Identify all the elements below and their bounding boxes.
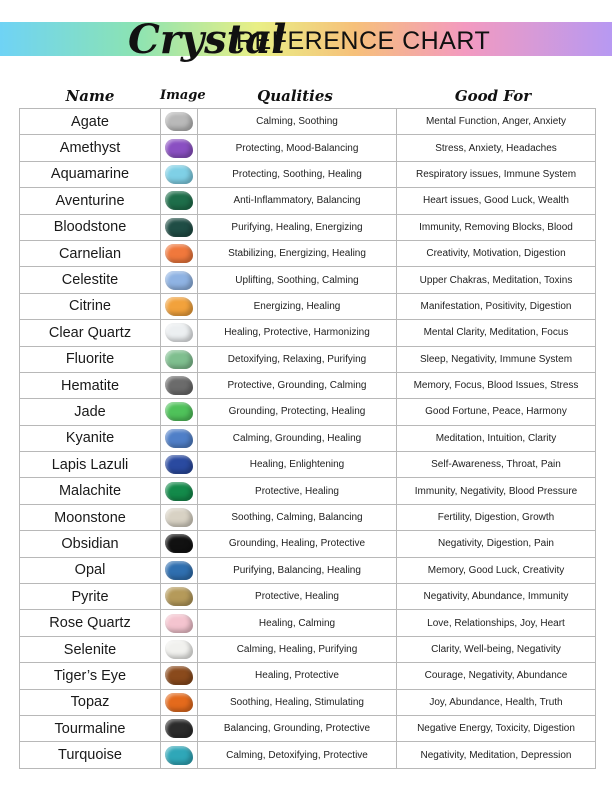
- crystal-name: Selenite: [20, 636, 161, 662]
- table-row: [20, 320, 596, 346]
- crystal-name: Turquoise: [20, 742, 161, 768]
- crystal-name: Lapis Lazuli: [20, 452, 161, 478]
- crystal-name: Bloodstone: [20, 214, 161, 240]
- crystal-good-for: Joy, Abundance, Health, Truth: [397, 689, 596, 715]
- crystal-qualities: Grounding, Protecting, Healing: [198, 399, 397, 425]
- title-script: Crystal: [128, 16, 287, 63]
- crystal-image-cell: [161, 320, 198, 346]
- crystal-name: Hematite: [20, 372, 161, 398]
- crystal-good-for: Clarity, Well-being, Negativity: [397, 636, 596, 662]
- table-row: [20, 715, 596, 741]
- crystal-qualities: Uplifting, Soothing, Calming: [198, 267, 397, 293]
- crystal-qualities: Healing, Protective: [198, 663, 397, 689]
- crystal-good-for: Memory, Focus, Blood Issues, Stress: [397, 372, 596, 398]
- table-row: [20, 452, 596, 478]
- crystal-qualities: Soothing, Calming, Balancing: [198, 504, 397, 530]
- crystal-qualities: Soothing, Healing, Stimulating: [198, 689, 397, 715]
- crystal-image-cell: [161, 267, 198, 293]
- crystal-name: Rose Quartz: [20, 610, 161, 636]
- crystal-qualities: Balancing, Grounding, Protective: [198, 715, 397, 741]
- crystal-image-cell: [161, 636, 198, 662]
- crystal-good-for: Stress, Anxiety, Headaches: [397, 135, 596, 161]
- crystal-name: Tiger’s Eye: [20, 663, 161, 689]
- crystal-stone-icon: [165, 508, 193, 527]
- crystal-image-cell: [161, 425, 198, 451]
- crystal-good-for: Meditation, Intuition, Clarity: [397, 425, 596, 451]
- crystal-image-cell: [161, 742, 198, 768]
- crystal-good-for: Respiratory issues, Immune System: [397, 161, 596, 187]
- crystal-table: [19, 108, 596, 769]
- crystal-name: Celestite: [20, 267, 161, 293]
- table-row: [20, 610, 596, 636]
- crystal-image-cell: [161, 663, 198, 689]
- crystal-good-for: Negativity, Abundance, Immunity: [397, 584, 596, 610]
- table-row: [20, 346, 596, 372]
- table-row: [20, 478, 596, 504]
- crystal-stone-icon: [165, 218, 193, 237]
- crystal-stone-icon: [165, 244, 193, 263]
- crystal-good-for: Negativity, Meditation, Depression: [397, 742, 596, 768]
- crystal-good-for: Upper Chakras, Meditation, Toxins: [397, 267, 596, 293]
- crystal-good-for: Self-Awareness, Throat, Pain: [397, 452, 596, 478]
- table-row: [20, 557, 596, 583]
- crystal-name: Agate: [20, 109, 161, 135]
- crystal-qualities: Detoxifying, Relaxing, Purifying: [198, 346, 397, 372]
- crystal-name: Carnelian: [20, 240, 161, 266]
- crystal-image-cell: [161, 240, 198, 266]
- crystal-stone-icon: [165, 191, 193, 210]
- crystal-image-cell: [161, 346, 198, 372]
- crystal-good-for: Immunity, Negativity, Blood Pressure: [397, 478, 596, 504]
- crystal-stone-icon: [165, 587, 193, 606]
- crystal-image-cell: [161, 584, 198, 610]
- crystal-good-for: Mental Clarity, Meditation, Focus: [397, 320, 596, 346]
- crystal-image-cell: [161, 188, 198, 214]
- crystal-qualities: Healing, Enlightening: [198, 452, 397, 478]
- crystal-image-cell: [161, 478, 198, 504]
- crystal-good-for: Good Fortune, Peace, Harmony: [397, 399, 596, 425]
- crystal-qualities: Healing, Calming: [198, 610, 397, 636]
- crystal-good-for: Fertility, Digestion, Growth: [397, 504, 596, 530]
- crystal-qualities: Calming, Grounding, Healing: [198, 425, 397, 451]
- crystal-image-cell: [161, 161, 198, 187]
- crystal-image-cell: [161, 504, 198, 530]
- crystal-qualities: Protective, Healing: [198, 584, 397, 610]
- table-row: [20, 399, 596, 425]
- table-row: [20, 636, 596, 662]
- crystal-stone-icon: [165, 297, 193, 316]
- crystal-image-cell: [161, 372, 198, 398]
- table-row: [20, 689, 596, 715]
- crystal-qualities: Grounding, Healing, Protective: [198, 531, 397, 557]
- crystal-name: Citrine: [20, 293, 161, 319]
- table-row: [20, 742, 596, 768]
- crystal-image-cell: [161, 214, 198, 240]
- crystal-stone-icon: [165, 350, 193, 369]
- page-title: REFERENCE CHART: [236, 27, 491, 55]
- table-row: [20, 214, 596, 240]
- crystal-image-cell: [161, 109, 198, 135]
- crystal-name: Obsidian: [20, 531, 161, 557]
- crystal-stone-icon: [165, 719, 193, 738]
- crystal-name: Moonstone: [20, 504, 161, 530]
- crystal-good-for: Immunity, Removing Blocks, Blood: [397, 214, 596, 240]
- crystal-image-cell: [161, 531, 198, 557]
- crystal-stone-icon: [165, 482, 193, 501]
- crystal-stone-icon: [165, 112, 193, 131]
- crystal-good-for: Manifestation, Positivity, Digestion: [397, 293, 596, 319]
- crystal-stone-icon: [165, 429, 193, 448]
- crystal-qualities: Protective, Healing: [198, 478, 397, 504]
- table-row: [20, 584, 596, 610]
- crystal-name: Fluorite: [20, 346, 161, 372]
- crystal-stone-icon: [165, 455, 193, 474]
- crystal-image-cell: [161, 293, 198, 319]
- crystal-qualities: Energizing, Healing: [198, 293, 397, 319]
- crystal-good-for: Love, Relationships, Joy, Heart: [397, 610, 596, 636]
- crystal-good-for: Sleep, Negativity, Immune System: [397, 346, 596, 372]
- crystal-qualities: Purifying, Balancing, Healing: [198, 557, 397, 583]
- crystal-stone-icon: [165, 561, 193, 580]
- crystal-stone-icon: [165, 746, 193, 765]
- crystal-stone-icon: [165, 376, 193, 395]
- table-row: [20, 425, 596, 451]
- column-header-name: Name: [65, 87, 115, 105]
- column-header-good-for: Good For: [454, 87, 532, 105]
- crystal-good-for: Memory, Good Luck, Creativity: [397, 557, 596, 583]
- column-header-image: Image: [160, 88, 206, 103]
- table-row: [20, 161, 596, 187]
- crystal-stone-icon: [165, 165, 193, 184]
- crystal-qualities: Calming, Soothing: [198, 109, 397, 135]
- crystal-name: Opal: [20, 557, 161, 583]
- table-row: [20, 188, 596, 214]
- crystal-stone-icon: [165, 640, 193, 659]
- crystal-name: Malachite: [20, 478, 161, 504]
- table-row: [20, 240, 596, 266]
- crystal-qualities: Calming, Healing, Purifying: [198, 636, 397, 662]
- crystal-qualities: Protective, Grounding, Calming: [198, 372, 397, 398]
- crystal-name: Topaz: [20, 689, 161, 715]
- crystal-qualities: Anti-Inflammatory, Balancing: [198, 188, 397, 214]
- table-row: [20, 135, 596, 161]
- crystal-stone-icon: [165, 534, 193, 553]
- crystal-qualities: Protecting, Soothing, Healing: [198, 161, 397, 187]
- table-row: [20, 293, 596, 319]
- crystal-image-cell: [161, 399, 198, 425]
- crystal-stone-icon: [165, 139, 193, 158]
- crystal-image-cell: [161, 715, 198, 741]
- crystal-qualities: Stabilizing, Energizing, Healing: [198, 240, 397, 266]
- table-row: [20, 663, 596, 689]
- crystal-image-cell: [161, 557, 198, 583]
- crystal-qualities: Healing, Protective, Harmonizing: [198, 320, 397, 346]
- crystal-good-for: Heart issues, Good Luck, Wealth: [397, 188, 596, 214]
- crystal-qualities: Protecting, Mood-Balancing: [198, 135, 397, 161]
- table-row: [20, 372, 596, 398]
- crystal-stone-icon: [165, 666, 193, 685]
- crystal-image-cell: [161, 610, 198, 636]
- crystal-image-cell: [161, 452, 198, 478]
- crystal-name: Tourmaline: [20, 715, 161, 741]
- table-row: [20, 531, 596, 557]
- crystal-name: Clear Quartz: [20, 320, 161, 346]
- crystal-table-body: [20, 109, 596, 769]
- table-row: [20, 109, 596, 135]
- crystal-stone-icon: [165, 693, 193, 712]
- crystal-qualities: Purifying, Healing, Energizing: [198, 214, 397, 240]
- table-row: [20, 267, 596, 293]
- crystal-qualities: Calming, Detoxifying, Protective: [198, 742, 397, 768]
- crystal-name: Pyrite: [20, 584, 161, 610]
- column-header-qualities: Qualities: [257, 87, 333, 105]
- crystal-good-for: Negative Energy, Toxicity, Digestion: [397, 715, 596, 741]
- crystal-name: Aquamarine: [20, 161, 161, 187]
- crystal-name: Aventurine: [20, 188, 161, 214]
- crystal-good-for: Creativity, Motivation, Digestion: [397, 240, 596, 266]
- crystal-good-for: Negativity, Digestion, Pain: [397, 531, 596, 557]
- crystal-image-cell: [161, 689, 198, 715]
- crystal-stone-icon: [165, 323, 193, 342]
- crystal-stone-icon: [165, 271, 193, 290]
- crystal-good-for: Courage, Negativity, Abundance: [397, 663, 596, 689]
- table-row: [20, 504, 596, 530]
- crystal-stone-icon: [165, 614, 193, 633]
- crystal-name: Kyanite: [20, 425, 161, 451]
- crystal-image-cell: [161, 135, 198, 161]
- crystal-name: Jade: [20, 399, 161, 425]
- crystal-good-for: Mental Function, Anger, Anxiety: [397, 109, 596, 135]
- crystal-name: Amethyst: [20, 135, 161, 161]
- crystal-stone-icon: [165, 402, 193, 421]
